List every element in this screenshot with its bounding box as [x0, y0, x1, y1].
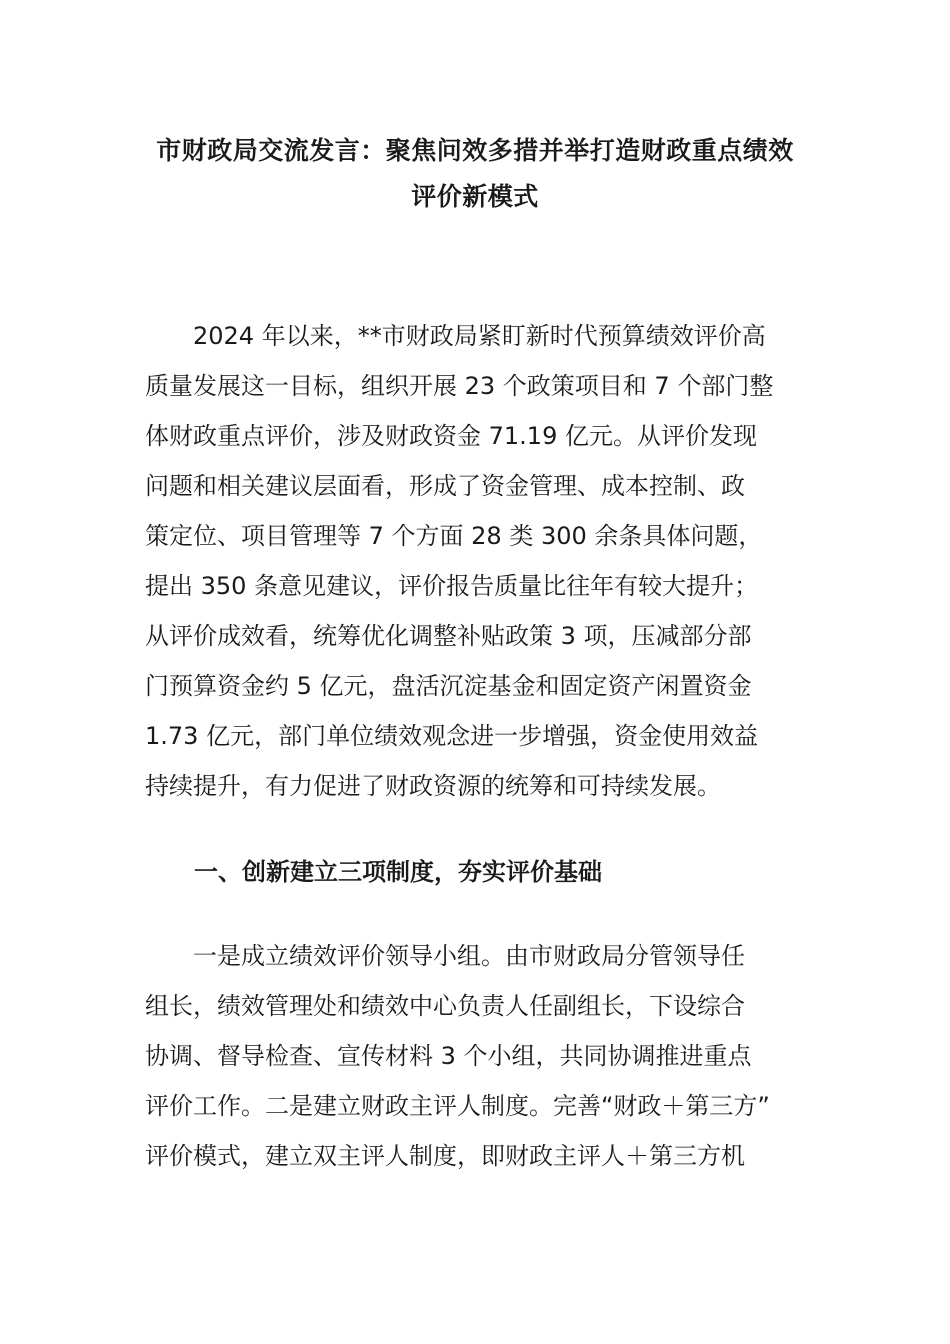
text-line: 组长，绩效管理处和绩效中心负责人任副组长，下设综合: [145, 992, 745, 1020]
text-line: 体财政重点评价，涉及财政资金 71.19 亿元。从评价发现: [145, 422, 757, 450]
text-line: 问题和相关建议层面看，形成了资金管理、成本控制、政: [145, 472, 745, 500]
text-line: 质量发展这一目标，组织开展 23 个政策项目和 7 个部门整: [145, 372, 774, 400]
title-line-2: 评价新模式: [411, 182, 539, 211]
paragraph-1: [145, 311, 805, 811]
text-line: 协调、督导检查、宣传材料 3 个小组，共同协调推进重点: [145, 1042, 752, 1070]
paragraph-2: [145, 931, 805, 1181]
document-title: [140, 128, 810, 220]
text-line: 评价工作。二是建立财政主评人制度。完善“财政＋第三方”: [145, 1092, 770, 1120]
text-line: 评价模式，建立双主评人制度，即财政主评人＋第三方机: [145, 1142, 745, 1170]
text-line: 从评价成效看，统筹优化调整补贴政策 3 项，压减部分部: [145, 622, 752, 650]
text-line: 策定位、项目管理等 7 个方面 28 类 300 余条具体问题，: [145, 522, 763, 550]
section-heading-1: 一、创新建立三项制度，夯实评价基础: [194, 858, 602, 886]
text-line: 1.73 亿元，部门单位绩效观念进一步增强，资金使用效益: [145, 722, 759, 750]
text-line: 一是成立绩效评价领导小组。由市财政局分管领导任: [145, 942, 745, 970]
text-line: 提出 350 条意见建议，评价报告质量比往年有较大提升；: [145, 572, 759, 600]
title-line-1: 市财政局交流发言：聚焦问效多措并举打造财政重点绩效: [156, 136, 794, 165]
text-line: 持续提升，有力促进了财政资源的统筹和可持续发展。: [145, 772, 721, 800]
text-line: 2024 年以来，**市财政局紧盯新时代预算绩效评价高: [145, 322, 766, 350]
text-line: 门预算资金约 5 亿元，盘活沉淀基金和固定资产闲置资金: [145, 672, 752, 700]
